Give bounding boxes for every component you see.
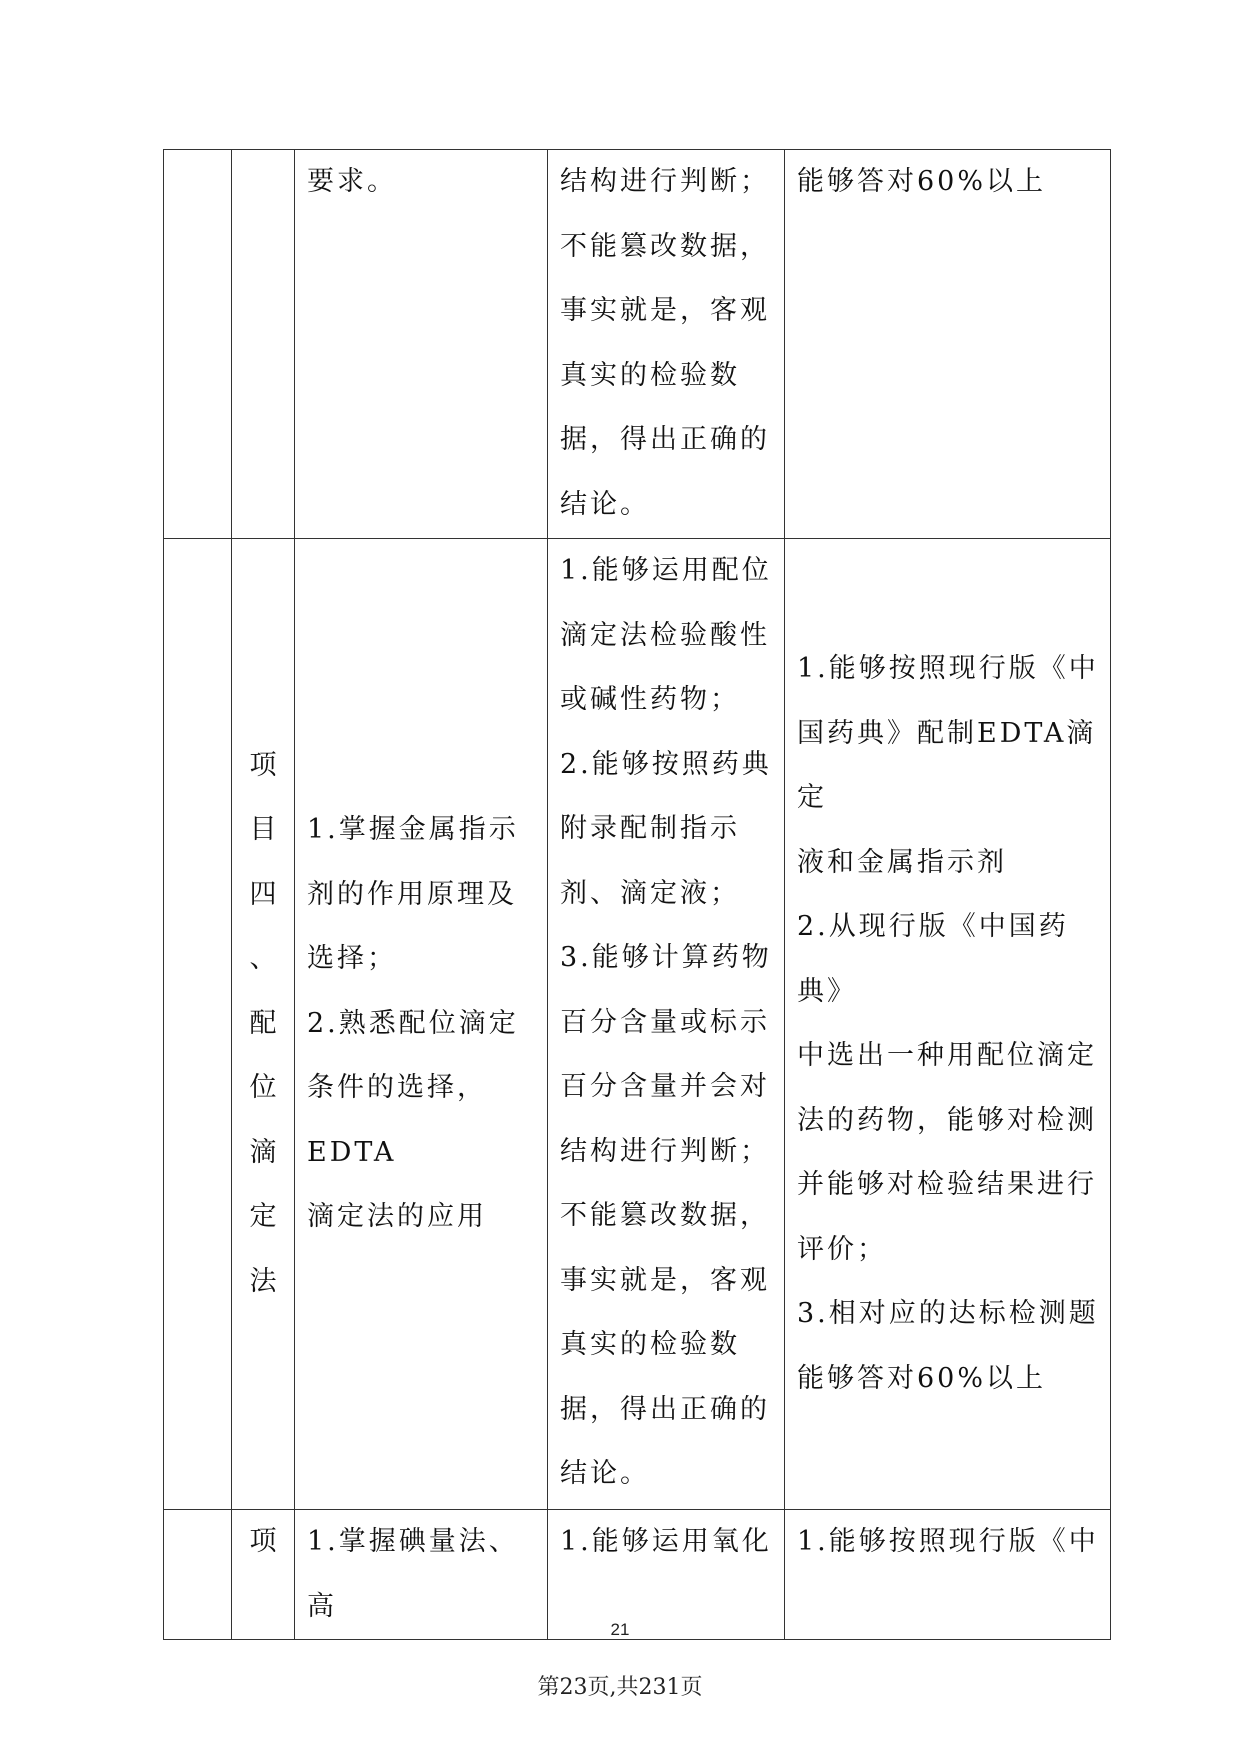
table-cell: 项 目 四 、 配 位 滴 定 法 [232, 539, 295, 1510]
table-cell [164, 539, 232, 1510]
table-cell: 结构进行判断； 不能篡改数据， 事实就是，客观 真实的检验数 据，得出正确的 结论。 [548, 150, 785, 539]
table-cell: 1.能够按照现行版《中 国药典》配制EDTA滴定 液和金属指示剂 2.从现行版《中国药典》 中选出一种用配位滴定 法的药物，能够对检测 并能够对检验结果进行 评价； 3.相对应的达标检测题 能够答对60%以上 [785, 539, 1111, 1510]
table-row [164, 539, 1111, 1510]
table-cell: 1.能够运用配位 滴定法检验酸性 或碱性药物； 2.能够按照药典 附录配制指示 剂、滴定液； 3.能够计算药物 百分含量或标示 百分含量并会对 结构进行判断； 不能篡改数据， 事实就是，客观 真实的检验数 据，得出正确的 结论。 [548, 539, 785, 1510]
table-cell: 1.能够运用氧化 [548, 1510, 785, 1640]
table-cell: 1.掌握碘量法、高 [295, 1510, 548, 1640]
table-cell: 项 [232, 1510, 295, 1640]
page-number: 21 [610, 1620, 630, 1639]
table-cell [232, 150, 295, 539]
curriculum-table [163, 149, 1111, 1640]
table-cell: 能够答对60%以上 [785, 150, 1111, 539]
table-cell: 要求。 [295, 150, 548, 539]
table-cell: 1.能够按照现行版《中 [785, 1510, 1111, 1640]
table-cell: 1.掌握金属指示 剂的作用原理及 选择； 2.熟悉配位滴定 条件的选择，EDTA 滴定法的应用 [295, 539, 548, 1510]
table-cell [164, 150, 232, 539]
table-row [164, 150, 1111, 539]
page-footer: 第23页,共231页 [537, 1675, 703, 1700]
